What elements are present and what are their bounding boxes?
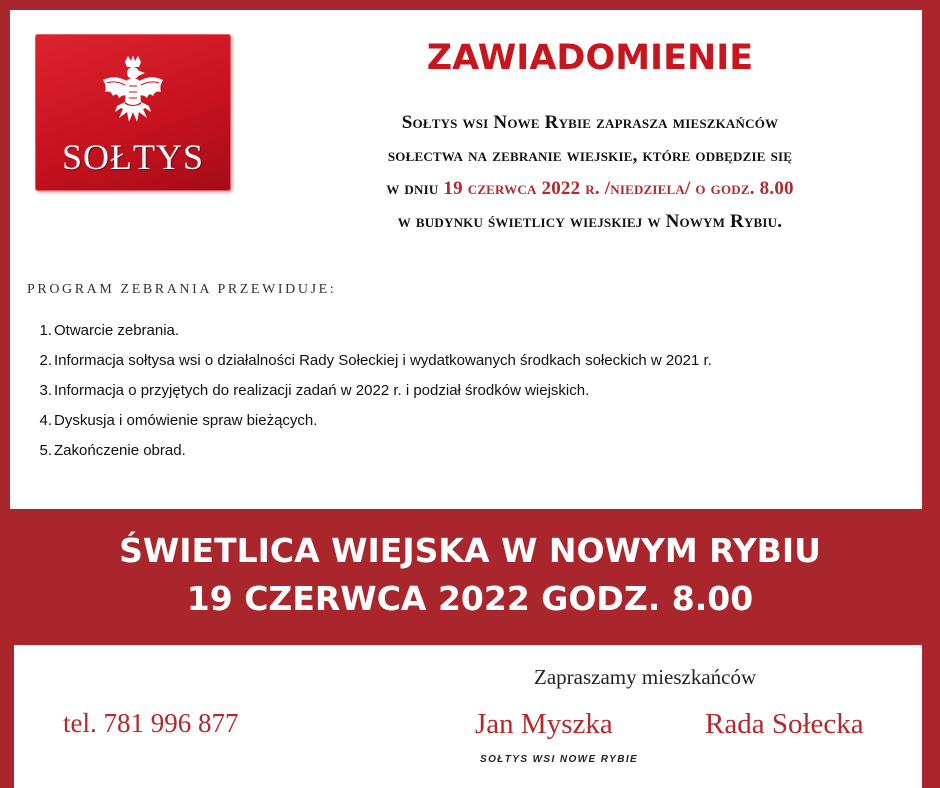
notice-line: Sołtys wsi Nowe Rybie zaprasza mieszkańców: [401, 112, 779, 133]
agenda-item-text: Zakończenie obrad.: [54, 442, 186, 459]
notice-date-highlight: 19 czerwca 2022 r. /niedziela/ o godz. 8.00: [443, 178, 794, 199]
agenda-item: [36, 436, 712, 466]
notice-line: sołectwa na zebranie wiejskie, które odbędzie się: [387, 145, 793, 166]
agenda-item: [36, 376, 712, 406]
notice-line: [300, 172, 880, 205]
event-banner: [0, 527, 940, 623]
agenda-item-number: 4.: [39, 412, 52, 429]
banner-date: 19 CZERWCA 2022 GODZ. 8.00: [186, 579, 754, 618]
agenda-item-text: Informacja o przyjętych do realizacji zadań w 2022 r. i podział środków wiejskich.: [54, 382, 590, 399]
agenda-item-number: 2.: [39, 352, 52, 369]
notice-date-prefix: w dniu: [386, 178, 444, 199]
page-title: ZAWIADOMIENIE: [426, 38, 754, 78]
agenda-item-number: 3.: [39, 382, 52, 399]
council-name: Rada Sołecka: [705, 708, 864, 740]
program-heading: PROGRAM ZEBRANIA PRZEWIDUJE:: [27, 282, 337, 297]
logo-text: SOŁTYS: [61, 137, 205, 177]
agenda-item-text: Otwarcie zebrania.: [54, 322, 180, 339]
agenda-item-number: 5.: [39, 442, 52, 459]
soltys-logo: [35, 34, 231, 191]
agenda-item: [36, 346, 712, 376]
polish-eagle-icon: [101, 56, 165, 130]
banner-location: ŚWIETLICA WIEJSKA W NOWYM RYBIU: [119, 531, 821, 570]
agenda-item-text: Dyskusja i omówienie spraw bieżących.: [54, 412, 318, 429]
agenda-item: [36, 406, 712, 436]
phone-number[interactable]: tel. 781 996 877: [63, 708, 239, 738]
notice-text: [300, 106, 880, 238]
agenda-item: [36, 316, 712, 346]
invite-text: Zapraszamy mieszkańców: [534, 665, 757, 689]
soltys-name: Jan Myszka: [475, 708, 613, 740]
agenda-item-text: Informacja sołtysa wsi o działalności Rady Sołeckiej i wydatkowanych środkach sołeckich w 2021 r.: [54, 352, 712, 369]
notice-line: w budynku świetlicy wiejskiej w Nowym Rybiu.: [397, 211, 783, 232]
agenda-list: [36, 316, 712, 466]
soltys-title: SOŁTYS WSI NOWE RYBIE: [480, 754, 639, 765]
agenda-item-number: 1.: [39, 322, 52, 339]
